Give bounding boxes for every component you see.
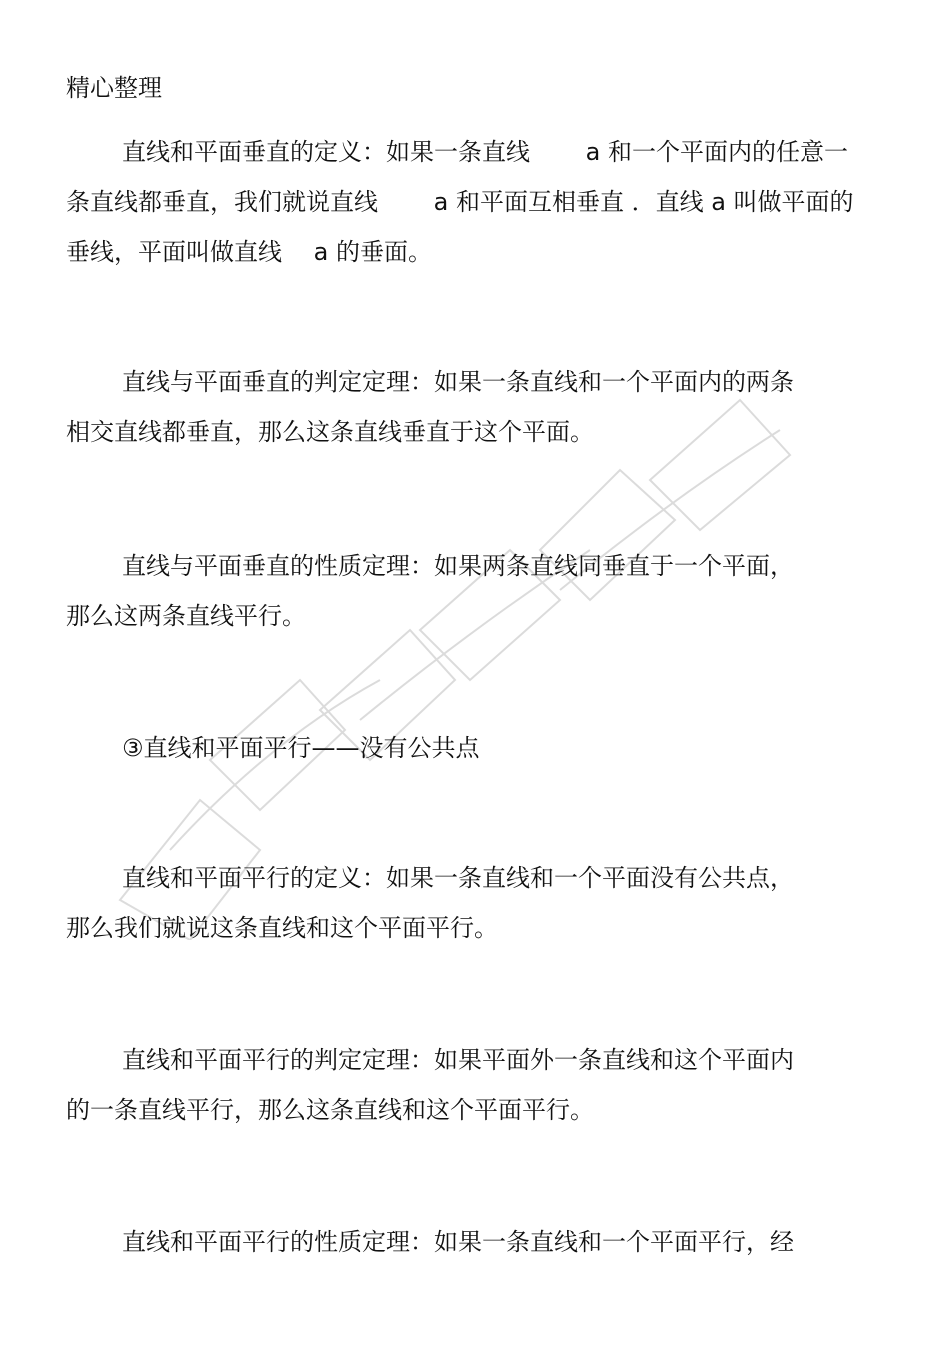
- paragraph-definition-parallel: [66, 862, 794, 944]
- section-heading-parallel: [66, 732, 480, 764]
- paragraph-line: 那么我们就说这条直线和这个平面平行。: [66, 914, 498, 942]
- paragraph-line: 直线和平面平行的定义：如果一条直线和一个平面没有公共点，: [122, 864, 794, 892]
- paragraph-line: 直线和平面平行的性质定理：如果一条直线和一个平面平行，经: [122, 1228, 794, 1256]
- paragraph-parallel-criterion: [66, 1044, 794, 1126]
- paragraph-line: 垂线，平面叫做直线 a 的垂面。: [66, 238, 432, 266]
- paragraph-definition-perpendicular: [66, 136, 854, 268]
- paragraph-line: 相交直线都垂直，那么这条直线垂直于这个平面。: [66, 418, 594, 446]
- header-label: 精心整理: [66, 74, 162, 102]
- paragraph-line: 直线与平面垂直的判定定理：如果一条直线和一个平面内的两条: [122, 368, 794, 396]
- paragraph-perpendicular-criterion: [66, 366, 794, 448]
- paragraph-line: 直线和平面平行的判定定理：如果平面外一条直线和这个平面内: [122, 1046, 794, 1074]
- paragraph-line: 的一条直线平行，那么这条直线和这个平面平行。: [66, 1096, 594, 1124]
- paragraph-line: 直线和平面垂直的定义：如果一条直线 a 和一个平面内的任意一: [122, 138, 848, 166]
- paragraph-line: ③直线和平面平行——没有公共点: [122, 734, 480, 762]
- watermark-logo-icon: [90, 380, 850, 940]
- paragraph-line: 那么这两条直线平行。: [66, 602, 306, 630]
- paragraph-parallel-property: [66, 1226, 794, 1258]
- paragraph-perpendicular-property: [66, 550, 794, 632]
- paragraph-line: 直线与平面垂直的性质定理：如果两条直线同垂直于一个平面，: [122, 552, 794, 580]
- paragraph-line: 条直线都垂直，我们就说直线 a 和平面互相垂直 ．直线 a 叫做平面的: [66, 188, 854, 216]
